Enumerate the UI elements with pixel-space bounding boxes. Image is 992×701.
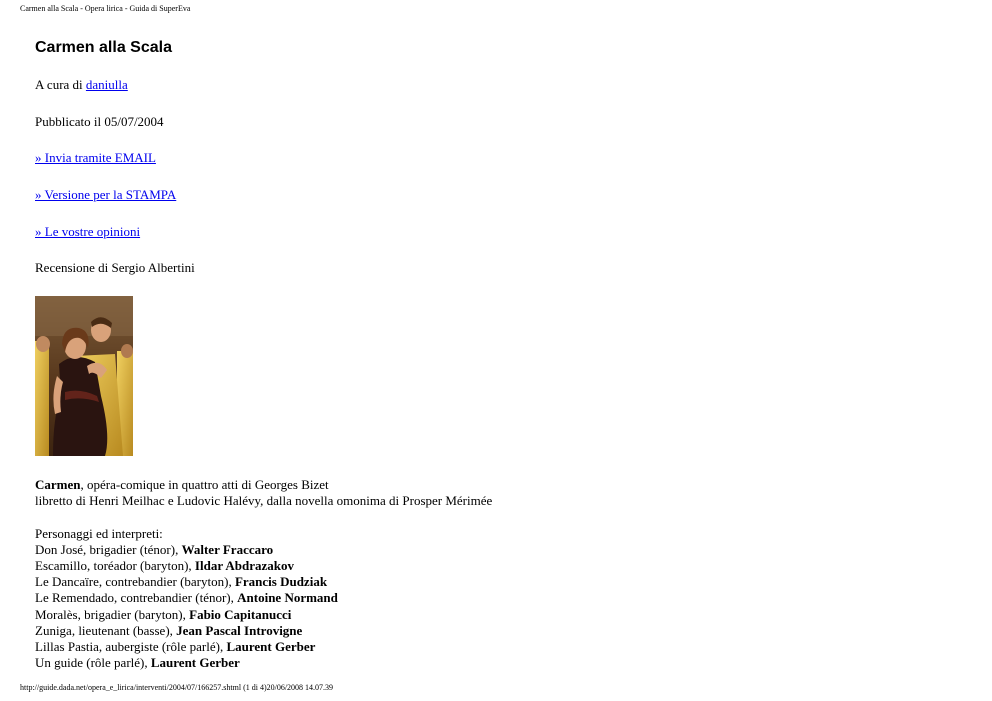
opera-scene-photo [35,296,133,456]
cast-role: Le Dancaïre, contrebandier (baryton), [35,574,235,590]
opinions-link-line [35,224,140,240]
cast-performer: Fabio Capitanucci [189,606,292,622]
cast-row [35,639,492,655]
author-prefix: A cura di [35,77,86,92]
work-title: Carmen [35,477,81,492]
cast-role: Un guide (rôle parlé), [35,655,151,671]
opera-details [35,477,492,671]
author-link[interactable]: daniulla [85,77,128,92]
email-link-line [35,150,156,166]
opinions-link[interactable]: » Le vostre opinioni [35,224,141,239]
cast-role: Zuniga, lieutenant (basse), [35,622,177,638]
cast-role: Don José, brigadier (ténor), [35,541,182,557]
cast-row [35,623,492,639]
author-line [35,77,128,93]
cast-row [35,590,492,606]
cast-row [35,574,492,590]
cast-performer: Laurent Gerber [226,638,316,654]
libretto-line: libretto di Henri Meilhac e Ludovic Halévy, dalla novella omonima di Prosper Mérimée [35,493,493,509]
cast-role: Escamillo, toréador (baryton), [35,557,195,573]
cast-role: Le Remendado, contrebandier (ténor), [35,590,238,606]
print-link-line [35,187,176,203]
cast-row [35,607,492,623]
cast-performer: Laurent Gerber [150,655,240,671]
cast-performer: Walter Fraccaro [181,541,274,557]
work-description: , opéra-comique in quattro atti di Georges Bizet [80,477,329,492]
review-credit: Recensione di Sergio Albertini [35,260,195,275]
cast-row [35,542,492,558]
work-title-line [35,477,492,493]
cast-performer: Ildar Abdrazakov [194,557,295,573]
cast-performer: Jean Pascal Introvigne [176,622,303,638]
cast-heading: Personaggi ed interpreti: [35,525,163,541]
cast-role: Lillas Pastia, aubergiste (rôle parlé), [35,638,227,654]
spacer [35,509,492,525]
page-title: Carmen alla Scala [35,39,172,56]
cast-performer: Antoine Normand [237,590,338,606]
cast-row [35,558,492,574]
print-footer-url: http://guide.dada.net/opera_e_lirica/interventi/2004/07/166257.shtml (1 di 4)20/06/2008 14.07.39 [20,683,334,692]
publish-date: Pubblicato il 05/07/2004 [35,114,164,129]
print-version-link[interactable]: » Versione per la STAMPA [35,187,177,202]
cast-performer: Francis Dudziak [234,574,328,590]
send-email-link[interactable]: » Invia tramite EMAIL [35,150,156,165]
print-header: Carmen alla Scala - Opera lirica - Guida di SuperEva [20,4,191,13]
cast-row [35,655,492,671]
cast-role: Moralès, brigadier (baryton), [35,606,190,622]
